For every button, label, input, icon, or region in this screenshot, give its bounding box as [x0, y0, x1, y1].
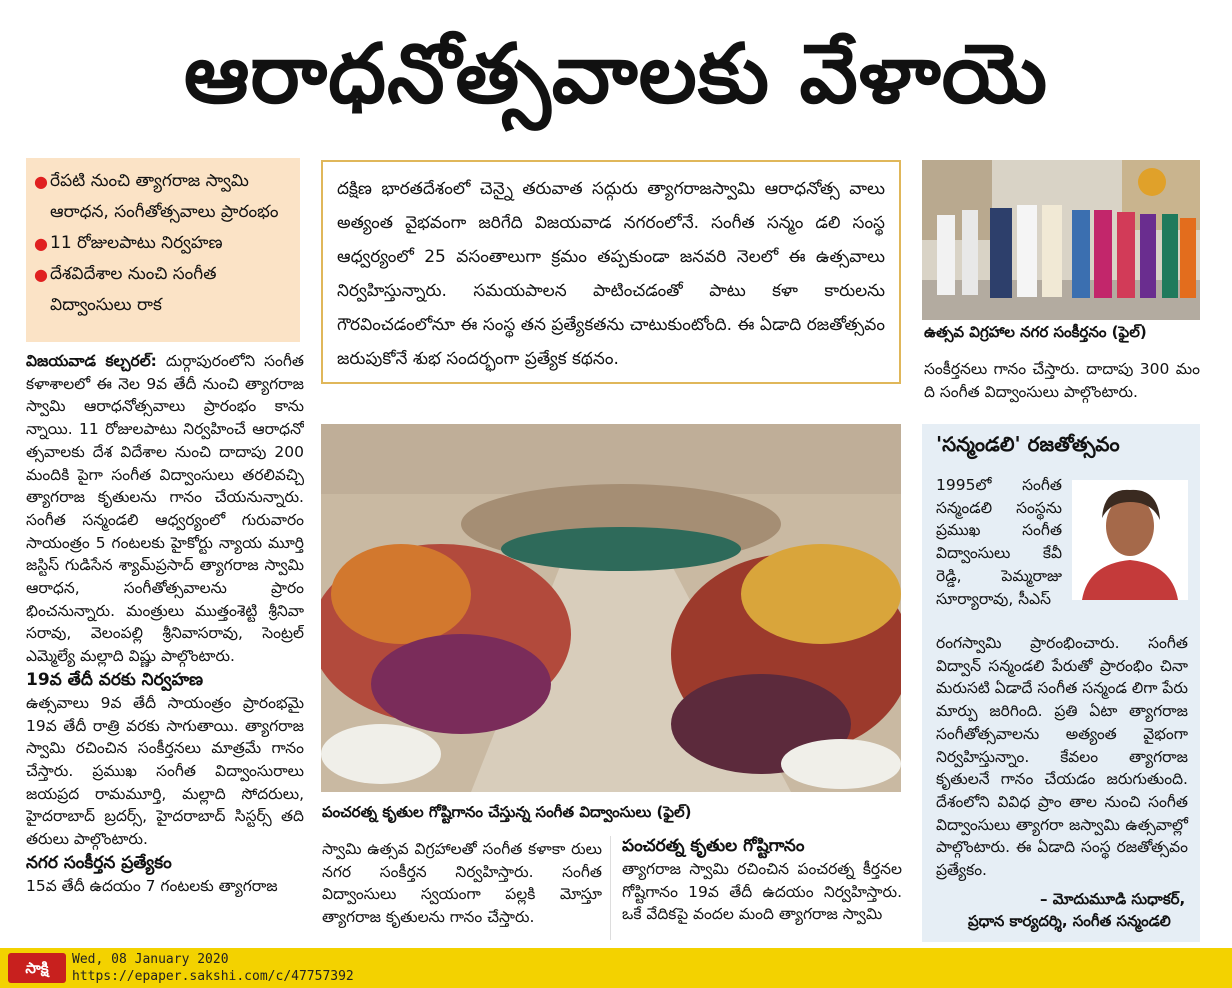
sidebar-text-wrap: 1995లో సంగీత సన్మండలి సంస్థను ప్రముఖ సంగీత విద్వాంసులు కేవీ రెడ్డి, పెమ్మరాజు సూర్యారావు, సీఎస్: [936, 476, 1062, 608]
highlight-text: రేపటి నుంచి త్యాగరాజ స్వామి ఆరాధన, సంగీతోత్సవాలు ప్రారంభం: [50, 171, 279, 222]
highlights-box: [26, 158, 300, 342]
highlight-text: 11 రోజులపాటు నిర్వహణ: [50, 233, 223, 253]
concert-photo-image: [321, 424, 901, 792]
left-para-1-text: దుర్గాపురంలోని సంగీత కళాశాలలో ఈ నెల 9వ తేదీ నుంచి త్యాగరాజ స్వామి ఆరాధనోత్సవాలు ప్రారంభం కాను న్నాయి. 11 రోజులపాటు నిర్వహించే ఆరాధనో త్సవాలకు దేశ విదేశాల నుంచి దాదాపు 200 మందికి పైగా సంగీత విద్వాంసులు తరలివచ్చి త్యాగరాజ కృతులను గానం చేయనున్నారు. సంగీత సన్మండలి ఆధ్వర్యంలో గురువారం సాయంత్రం 5 గంటలకు హైకోర్టు న్యాయ మూర్తి జస్టిస్ గుడిసేన శ్యామ్‌ప్రసాద్ త్యాగరాజ స్వామి ఆరాధన, సంగీతోత్సవాలను ప్రారం భించనున్నారు. మంత్రులు ముత్తంశెట్టి శ్రీనివా సరావు, వెలంపల్లి శ్రీనివాసరావు, సెంట్రల్ ఎమ్మెల్యే మల్లాది విష్ణు పాల్గొంటారు.: [26, 352, 304, 666]
subhead-nagara: నగర సంకీర్తన ప్రత్యేకం: [26, 852, 172, 873]
concert-photo: [321, 424, 901, 792]
center-col-b: [622, 834, 902, 926]
bullet-icon: ●: [34, 234, 48, 253]
right-para: సంకీర్తనలు గానం చేస్తారు. దాదాపు 300 మం ది సంగీత విద్వాంసులు పాల్గొంటారు.: [924, 360, 1200, 401]
bullet-icon: ●: [34, 265, 48, 284]
sidebar-text-full: రంగస్వామి ప్రారంభించారు. సంగీత విద్వాన్ సన్మండలి పేరుతో ప్రారంభిం చినా మరుసటి ఏడాదే సంగీత సన్మండ లిగా పేరు మార్పు జరిగింది. ప్రతి ఏటా త్యాగరాజ సంగీతోత్సవాలను అత్యంత వైభంగా నిర్వహిస్తున్నాం. కేవలం త్యాగరాజ కృతులనే గానం చేయడం జరుగుతుంది. దేశంలోని వివిధ ప్రాం తాల నుంచి సంగీత విద్వాంసులు త్యాగరా జస్వామి ఉత్సవాల్లో పాల్గొంటారు. ఈ ఏడాది సంస్థ రజతోత్సవం ప్రత్యేకం.: [936, 634, 1188, 880]
footer-url[interactable]: https://epaper.sakshi.com/c/47757392: [72, 969, 354, 984]
lead-text: దక్షిణ భారతదేశంలో చెన్నై తరువాత సద్గురు త్యాగరాజస్వామి ఆరాధనోత్స వాలు అత్యంత వైభవంగా జరిగేది విజయవాడ నగరంలోనే. సంగీత సన్మం డలి సంస్థ ఆధ్వర్యంలో 25 వసంతాలుగా క్రమం తప్పకుండా జనవరి నెలలో ఈ ఉత్సవాలు నిర్వహిస్తున్నారు. సమయపాలన పాటించడంతో పాటు కళా కారులను గౌరవించడంలోనూ ఈ సంస్థ తన ప్రత్యేకతను చాటుకుంటోంది. ఈ ఏడాది రజతోత్సవం జరుపుకోనే శుభ సందర్భంగా ప్రత్యేక కథనం.: [337, 179, 885, 369]
subhead-pancharatna: పంచరత్న కృతుల గోష్టిగానం: [622, 836, 805, 856]
sidebar-title: 'సన్మండలి' రజతోత్సవం: [936, 432, 1120, 456]
subhead-19th: 19వ తేదీ వరకు నిర్వహణ: [26, 669, 204, 690]
column-divider: [610, 836, 611, 940]
avatar: [1072, 480, 1188, 600]
left-para-3: 15వ తేదీ ఉదయం 7 గంటలకు త్యాగరాజ: [26, 876, 278, 895]
sidebar-signature-role: ప్రధాన కార్యదర్శి, సంగీత సన్మండలి: [968, 912, 1171, 930]
left-para-1: [26, 350, 304, 668]
procession-caption: ఉత్సవ విగ్రహాల నగర సంకీర్తనం (ఫైల్): [924, 323, 1147, 341]
highlight-item: [34, 259, 294, 321]
procession-photo-image: [922, 160, 1200, 320]
concert-caption: పంచరత్న కృతుల గోష్టిగానం చేస్తున్న సంగీత విద్వాంసులు (ఫైల్): [322, 803, 692, 821]
portrait-photo: [1072, 480, 1188, 600]
dateline: విజయవాడ కల్చరల్:: [26, 352, 157, 370]
center-col-b-text: త్యాగరాజ స్వామి రచించిన పంచరత్న కీర్తనల గోష్టిగానం 19వ తేదీ ఉదయం నిర్వహిస్తారు. ఒకే వేదికపై వందల మంది త్యాగరాజ స్వామి: [622, 860, 902, 924]
center-col-a: స్వామి ఉత్సవ విగ్రహాలతో సంగీత కళాకా రులు నగర సంకీర్తన నిర్వహిస్తారు. సంగీత విద్వాంసులు స్వయంగా పల్లకి మోస్తూ త్యాగరాజ కృతులను గానం చేస్తారు.: [322, 840, 602, 927]
sakshi-logo: సాక్షి: [8, 953, 66, 983]
highlight-item: [34, 228, 294, 259]
highlight-item: [34, 166, 294, 228]
footer-meta: [72, 951, 354, 985]
footer-date: Wed, 08 January 2020: [72, 952, 229, 967]
bullet-icon: ●: [34, 172, 48, 191]
left-column: [26, 350, 304, 942]
highlight-text: దేశవిదేశాల నుంచి సంగీత విద్వాంసులు రాక: [50, 264, 217, 315]
procession-photo: [922, 160, 1200, 320]
sidebar-signature-name: – మోదుమూడి సుధాకర్,: [1040, 890, 1186, 908]
headline: ఆరాధనోత్సవాలకు వేళాయె: [183, 27, 1049, 122]
left-para-2: ఉత్సవాలు 9వ తేదీ సాయంత్రం ప్రారంభమై 19వ తేదీ రాత్రి వరకు సాగుతాయి. త్యాగరాజ స్వామి రచించిన సంకీర్తనలు మాత్రమే గానం చేస్తారు. ప్రముఖ సంగీత విద్వాంసురాలు జయప్రద రామమూర్తి, మల్లాది సోదరులు, హైదరాబాద్ బ్రదర్స్, హైదరాబాద్ సిస్టర్స్ తది తరులు పాల్గొంటారు.: [26, 693, 304, 849]
lead-box: [321, 160, 901, 384]
